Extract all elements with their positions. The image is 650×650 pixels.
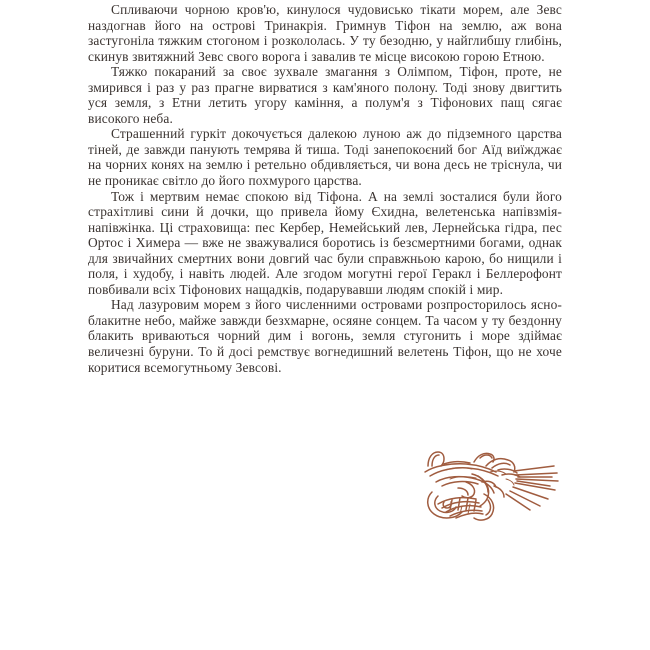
paragraph: Над лазуровим морем з його численними островами розпросторилось ясно-блакитне небо, майже завжди безхмарне, осяяне сонцем. Та часом у ту бездонну блакить вриваються чорний дим і вогонь, земля стугонить і море здіймає величезні буруни. То й досі ремствує вогнедишний велетень Тіфон, що не хоче коритися всемогутньому Зевсові. (88, 297, 562, 375)
winged-creature-ornament (422, 446, 562, 530)
paragraph: Страшенний гуркіт докочується далекою луною аж до підземного царства тіней, де завжди панують темрява й тиша. Тоді занепокоєний бог Аїд виїжджає на чорних конях на землю і ретельно обдивляється, чи вона десь не тріснула, чи не проникає світло до його похмурого царства. (88, 126, 562, 189)
paragraph: Тяжко покараний за своє зухвале змагання з Олімпом, Тіфон, проте, не змирився і раз у раз прагне вирватися з кам'яного полону. Тоді знову двигтить уся земля, з Етни летить угору каміння, а полум'я з Тіфонових пащ сягає високого неба. (88, 64, 562, 126)
paragraph: Тож і мертвим немає спокою від Тіфона. А на землі зосталися були його страхітливі сини й дочки, що привела йому Єхидна, велетенська напівзмія-напівжінка. Ці страховища: пес Кербер, Немейський лев, Лернейська гідра, пес Ортос і Химера — вже не зважувалися боротись із безсмертними богами, однак для звичайних смертних вони довгий час були справжньою карою, бо нищили і поля, і худобу, і навіть людей. Але згодом могутні герої Геракл і Беллерофонт повбивали всіх Тіфонових нащадків, подарувавши людям спокій і мир. (88, 188, 562, 297)
body-text-column (88, 2, 562, 375)
paragraph: Спливаючи чорною кров'ю, кинулося чудовисько тікати морем, але Зевс наздогнав його на острові Тринакрія. Гримнув Тіфон на землю, аж вона застугоніла тяжким стогоном і розкололась. У ту безодню, у найглибшу глибінь, скинув звитяжний Зевс свого ворога і завалив те місце високою горою Етною. (88, 2, 562, 64)
